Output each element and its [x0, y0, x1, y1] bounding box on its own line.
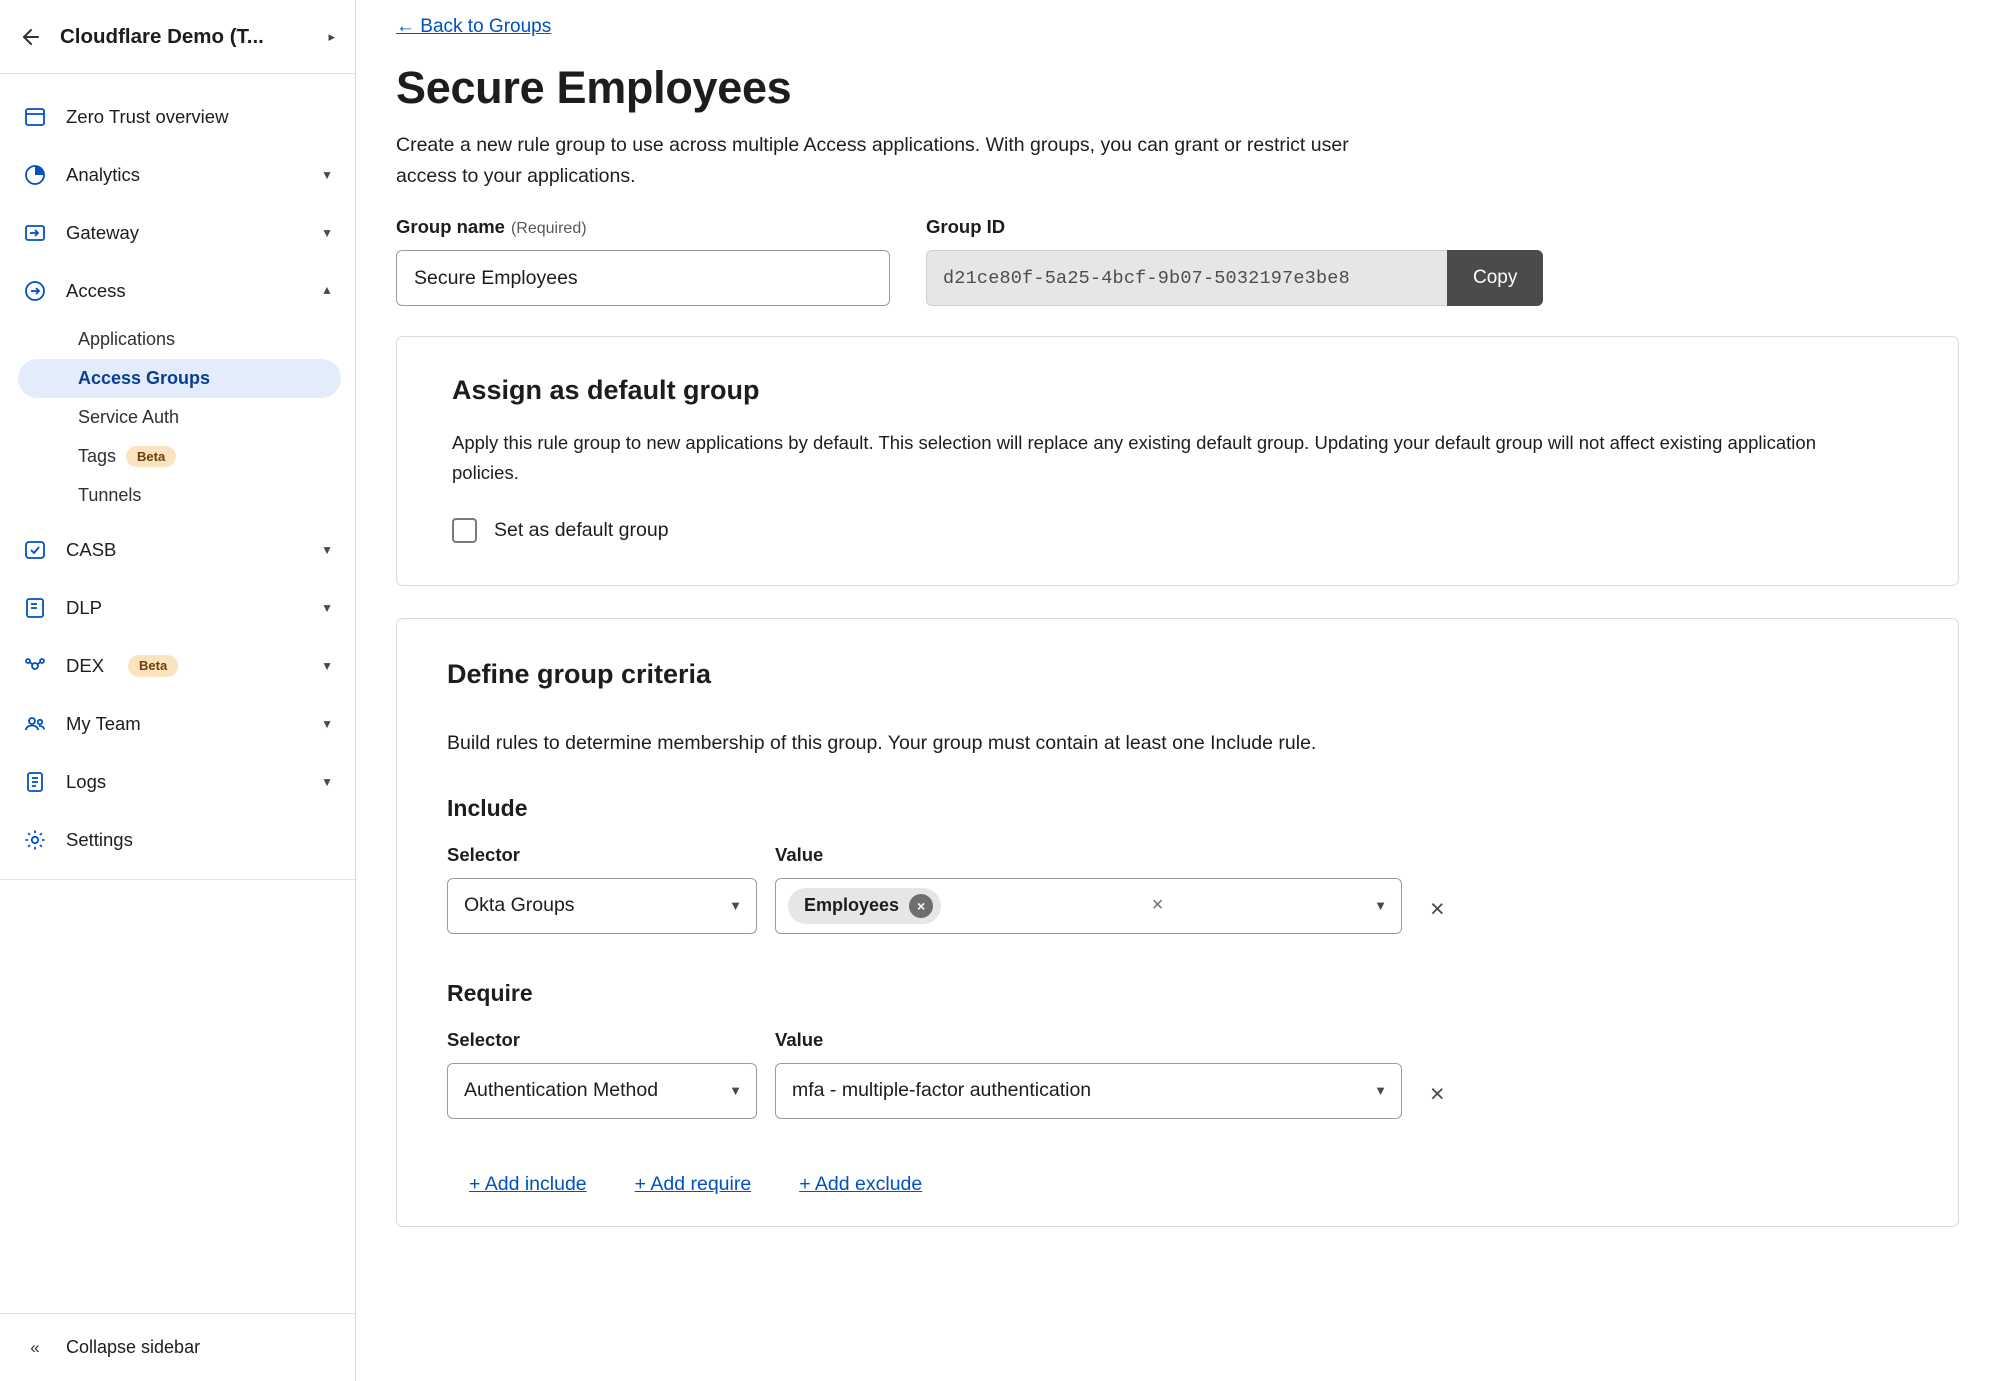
chevron-down-icon: ▼ — [1374, 1083, 1387, 1099]
include-value-field — [775, 844, 1402, 934]
chevron-down-icon[interactable]: ▼ — [321, 601, 333, 615]
include-rule-heading: Include — [447, 794, 528, 821]
dex-icon — [22, 653, 48, 679]
set-as-default-group-checkbox[interactable] — [452, 518, 477, 543]
sidebar-item-label: CASB — [66, 539, 117, 560]
include-selector-dropdown[interactable] — [447, 878, 757, 934]
group-id-value: d21ce80f-5a25-4bcf-9b07-5032197e3be8 — [926, 250, 1447, 306]
sidebar-item-zero-trust-overview[interactable] — [0, 88, 355, 146]
group-name-input[interactable] — [396, 250, 890, 306]
group-name-label — [396, 216, 890, 238]
sidebar-divider — [0, 879, 355, 880]
set-as-default-group-row[interactable] — [452, 518, 1908, 543]
require-selector-field — [447, 1029, 757, 1119]
require-value-label: Value — [775, 1028, 824, 1050]
account-name: Cloudflare Demo (T... — [60, 24, 264, 48]
chevron-down-icon[interactable]: ▼ — [321, 168, 333, 182]
chevron-down-icon: ▼ — [729, 1083, 742, 1099]
page-title: Secure Employees — [396, 62, 792, 113]
sidebar-item-gateway[interactable] — [0, 204, 355, 262]
add-require-link[interactable]: + Add require — [634, 1172, 752, 1195]
sidebar-item-tunnels[interactable] — [18, 476, 341, 515]
chevron-up-icon[interactable]: ▼ — [321, 284, 333, 298]
group-identity-row — [396, 216, 1959, 306]
chevron-down-icon[interactable]: ▼ — [321, 226, 333, 240]
define-group-criteria-title: Define group criteria — [447, 658, 712, 689]
copy-group-id-button[interactable]: Copy — [1447, 250, 1543, 306]
access-icon — [22, 278, 48, 304]
account-header[interactable] — [0, 0, 355, 74]
require-selector-dropdown[interactable] — [447, 1063, 757, 1119]
sidebar-item-dlp[interactable] — [0, 579, 355, 637]
group-id-field — [926, 216, 1543, 306]
group-name-field — [396, 216, 890, 306]
chevron-down-icon[interactable]: ▼ — [321, 717, 333, 731]
gateway-icon — [22, 220, 48, 246]
sub-item-label: Access Groups — [78, 368, 211, 388]
require-rule-heading: Require — [447, 979, 533, 1006]
casb-icon — [22, 537, 48, 563]
require-value-field — [775, 1029, 1402, 1119]
sidebar-item-label: Settings — [66, 829, 133, 850]
include-rule-row — [447, 844, 1908, 934]
sidebar-item-label: My Team — [66, 713, 141, 734]
include-value-label: Value — [775, 843, 824, 865]
require-selector-value: Authentication Method — [464, 1079, 659, 1102]
remove-include-rule-button[interactable]: × — [1430, 894, 1445, 923]
include-value-token — [788, 888, 941, 924]
include-selector-value: Okta Groups — [464, 894, 575, 917]
group-name-label-text: Group name — [396, 216, 505, 238]
add-include-link[interactable]: + Add include — [469, 1172, 587, 1195]
sidebar-item-access[interactable] — [0, 262, 355, 320]
group-name-required-hint: (Required) — [510, 220, 587, 238]
add-rule-links — [447, 1165, 1908, 1196]
account-expand-icon[interactable]: ▸ — [328, 28, 335, 44]
sidebar-item-label: Access — [66, 280, 126, 301]
window-icon — [22, 104, 48, 130]
include-selector-field — [447, 844, 757, 934]
chevron-down-icon[interactable]: ▼ — [321, 659, 333, 673]
remove-require-rule-button[interactable]: × — [1430, 1079, 1445, 1108]
sidebar-item-label: Gateway — [66, 222, 140, 243]
chevron-down-icon: ▼ — [729, 898, 742, 914]
sidebar-item-analytics[interactable] — [0, 146, 355, 204]
sidebar-item-my-team[interactable] — [0, 695, 355, 753]
require-selector-label: Selector — [447, 1028, 521, 1050]
sidebar-item-label: Analytics — [66, 164, 141, 185]
sidebar-item-label: DEX — [66, 655, 105, 676]
sidebar-item-service-auth[interactable] — [18, 398, 341, 437]
define-group-criteria-description: Build rules to determine membership of this group. Your group must contain at least one Include rule. — [447, 731, 1317, 754]
sidebar-item-tags[interactable] — [18, 437, 341, 476]
assign-default-group-description: Apply this rule group to new applications by default. This selection will replace any existing default group. Updating your default group will not affect existing application policies. — [452, 432, 1816, 483]
group-id-label: Group ID — [926, 216, 1006, 238]
sub-item-label: Applications — [78, 329, 176, 349]
sub-item-label: Tags — [78, 446, 117, 466]
access-subnav — [0, 320, 355, 521]
clear-value-icon[interactable]: × — [1151, 894, 1164, 917]
gear-icon — [22, 827, 48, 853]
back-to-groups-link[interactable]: ← Back to Groups — [396, 16, 552, 37]
sidebar — [0, 0, 356, 1381]
chevron-down-icon[interactable]: ▼ — [321, 775, 333, 789]
chevrons-left-icon: « — [30, 1337, 40, 1357]
team-icon — [22, 711, 48, 737]
sidebar-item-label: Logs — [66, 771, 107, 792]
include-value-dropdown[interactable] — [775, 878, 1402, 934]
sidebar-item-applications[interactable] — [18, 320, 341, 359]
page-description: Create a new rule group to use across multiple Access applications. With groups, you can grant or restrict user access to your applications. — [396, 134, 1349, 188]
sub-item-label: Tunnels — [78, 485, 142, 505]
collapse-sidebar-button[interactable] — [0, 1313, 355, 1381]
sidebar-item-settings[interactable] — [0, 811, 355, 869]
sidebar-item-logs[interactable] — [0, 753, 355, 811]
add-exclude-link[interactable]: + Add exclude — [799, 1172, 923, 1195]
define-group-criteria-card — [396, 618, 1959, 1227]
remove-token-icon[interactable]: × — [909, 894, 933, 918]
include-value-token-label: Employees — [804, 895, 900, 916]
chevron-down-icon: ▼ — [1374, 898, 1387, 914]
sidebar-item-label: DLP — [66, 597, 102, 618]
logs-icon — [22, 769, 48, 795]
main-content — [356, 0, 1999, 1381]
analytics-icon — [22, 162, 48, 188]
require-value-value: mfa - multiple-factor authentication — [792, 1079, 1092, 1102]
sidebar-item-label: Zero Trust overview — [66, 106, 229, 127]
chevron-down-icon[interactable]: ▼ — [321, 543, 333, 557]
beta-badge: Beta — [128, 655, 178, 677]
collapse-sidebar-label: Collapse sidebar — [66, 1337, 201, 1357]
back-arrow-icon[interactable] — [18, 24, 44, 50]
beta-badge: Beta — [126, 446, 176, 468]
sub-item-label: Service Auth — [78, 407, 180, 427]
dlp-icon — [22, 595, 48, 621]
include-selector-label: Selector — [447, 843, 521, 865]
sidebar-item-casb[interactable] — [0, 521, 355, 579]
require-rule-row — [447, 1029, 1908, 1119]
assign-default-group-card — [396, 336, 1959, 585]
sidebar-nav — [0, 74, 355, 1313]
sidebar-item-access-groups[interactable] — [18, 359, 341, 398]
set-as-default-group-label: Set as default group — [494, 518, 669, 541]
require-value-dropdown[interactable] — [775, 1063, 1402, 1119]
assign-default-group-title: Assign as default group — [452, 375, 760, 406]
sidebar-item-dex[interactable] — [0, 637, 355, 695]
